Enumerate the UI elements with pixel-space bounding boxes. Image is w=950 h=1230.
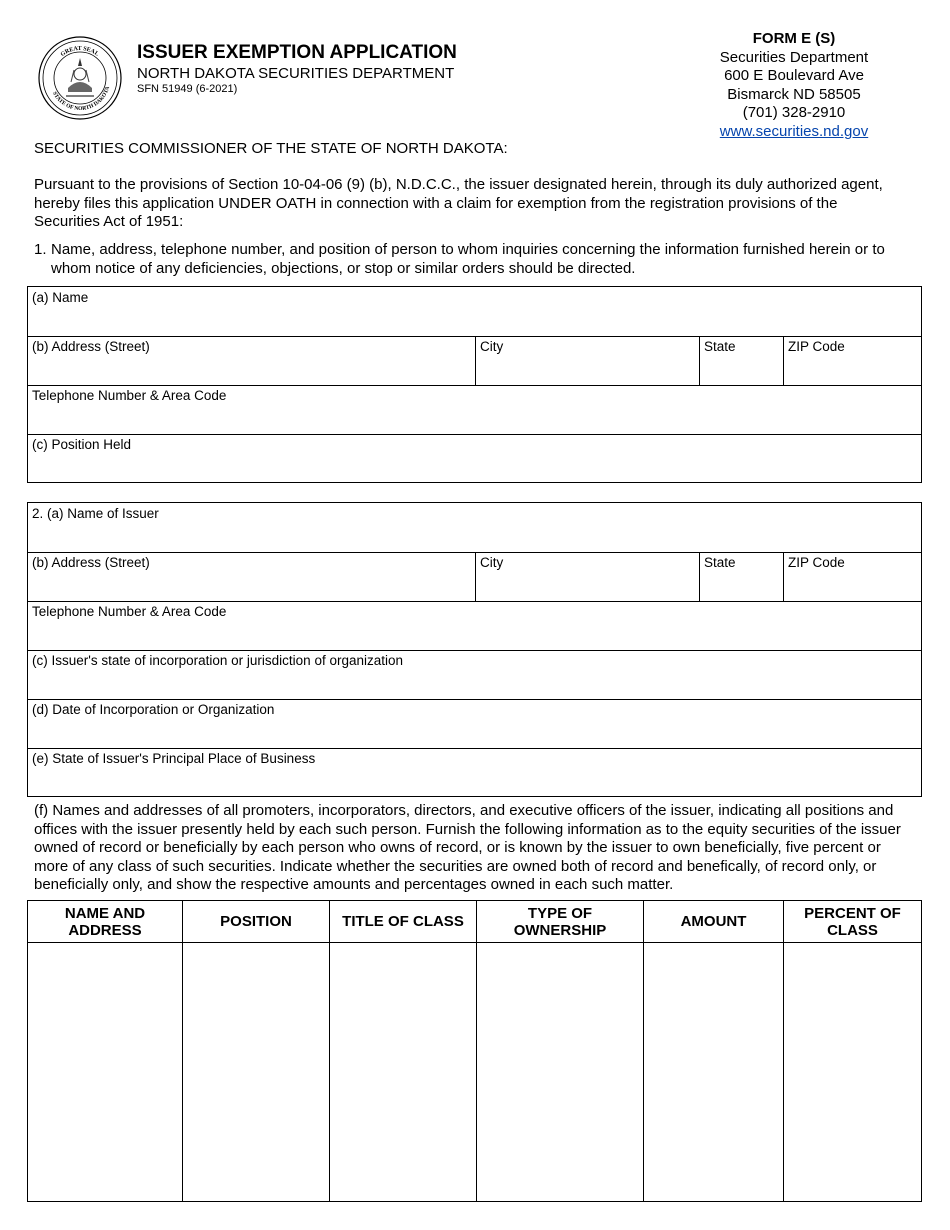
contact-city: Bismarck ND 58505: [727, 85, 861, 103]
commissioner-heading: SECURITIES COMMISSIONER OF THE STATE OF NORTH DAKOTA:: [34, 140, 508, 157]
svg-text:GREAT SEAL: GREAT SEAL: [59, 45, 100, 58]
address-row: [28, 336, 921, 386]
principal-place-label: (e) State of Issuer's Principal Place of Business: [32, 751, 316, 766]
header-amount: AMOUNT: [644, 901, 783, 943]
column-name-address[interactable]: [28, 901, 182, 1201]
city-field[interactable]: [475, 336, 699, 385]
issuer-phone-label: Telephone Number & Area Code: [32, 604, 227, 619]
column-type-of-ownership[interactable]: [476, 901, 643, 1201]
issuer-phone-field[interactable]: [28, 601, 921, 651]
item-1-text: Name, address, telephone number, and position of person to whom inquiries concerning the information furnished herein or to whom notice of any deficiencies, objections, or stop or similar orders should be directed.: [51, 241, 885, 277]
section-2-issuer-box: [27, 502, 922, 797]
issuer-address-field[interactable]: [28, 552, 475, 601]
address-label: (b) Address (Street): [32, 339, 150, 354]
state-label: State: [704, 339, 736, 354]
header-position: POSITION: [183, 901, 329, 943]
column-title-of-class[interactable]: [329, 901, 476, 1201]
form-number: SFN 51949 (6-2021): [137, 83, 238, 95]
zip-field[interactable]: [783, 336, 921, 385]
column-percent-of-class[interactable]: [783, 901, 921, 1201]
phone-label: Telephone Number & Area Code: [32, 388, 227, 403]
column-amount[interactable]: [643, 901, 783, 1201]
header-percent-of-class: PERCENT OF CLASS: [784, 901, 921, 943]
incorporation-date-field[interactable]: [28, 699, 921, 749]
zip-label: ZIP Code: [788, 339, 845, 354]
ownership-table: [27, 900, 922, 1202]
section-1-contact-box: [27, 286, 922, 483]
phone-field[interactable]: [28, 385, 921, 435]
form-title: ISSUER EXEMPTION APPLICATION: [137, 42, 457, 63]
item-1-number: 1.: [34, 241, 47, 258]
header-name-address: NAME AND ADDRESS: [28, 901, 182, 943]
state-seal-icon: [38, 36, 122, 120]
issuer-address-label: (b) Address (Street): [32, 555, 150, 570]
address-field[interactable]: [28, 336, 475, 385]
column-position[interactable]: [182, 901, 329, 1201]
header-type-of-ownership: TYPE OF OWNERSHIP: [477, 901, 643, 943]
svg-text:STATE OF NORTH DAKOTA: STATE OF NORTH DAKOTA: [51, 85, 112, 113]
issuer-state-label: State: [704, 555, 736, 570]
intro-paragraph: Pursuant to the provisions of Section 10-04-06 (9) (b), N.D.C.C., the issuer designated herein, through its duly authorized agent, hereby files this application UNDER OATH in connection with a claim for exemption from the registration provisions of the Securities Act of 1951:: [34, 176, 883, 230]
state-field[interactable]: [699, 336, 783, 385]
issuer-city-field[interactable]: [475, 552, 699, 601]
name-label: (a) Name: [32, 290, 89, 305]
issuer-state-field[interactable]: [699, 552, 783, 601]
position-held-field[interactable]: [28, 434, 921, 483]
contact-org: Securities Department: [719, 48, 869, 66]
name-field[interactable]: [28, 287, 921, 337]
issuer-city-label: City: [480, 555, 504, 570]
issuer-zip-label: ZIP Code: [788, 555, 845, 570]
city-label: City: [480, 339, 504, 354]
form-id: FORM E (S): [752, 30, 836, 47]
position-held-label: (c) Position Held: [32, 437, 132, 452]
incorporation-date-label: (d) Date of Incorporation or Organization: [32, 702, 275, 717]
contact-phone: (701) 328-2910: [742, 104, 846, 122]
website-link[interactable]: www.securities.nd.gov: [719, 122, 869, 140]
contact-street: 600 E Boulevard Ave: [724, 67, 864, 85]
department-name: NORTH DAKOTA SECURITIES DEPARTMENT: [137, 65, 455, 82]
contact-block: [680, 30, 908, 142]
incorporation-state-label: (c) Issuer's state of incorporation or jurisdiction of organization: [32, 653, 403, 668]
issuer-name-label: 2. (a) Name of Issuer: [32, 506, 159, 521]
issuer-name-field[interactable]: [28, 503, 921, 553]
issuer-address-row: [28, 552, 921, 602]
principal-place-field[interactable]: [28, 748, 921, 797]
section-f-instructions: (f) Names and addresses of all promoters, incorporators, directors, and executive officers of the issuer, indicating all positions and offices with the issuer presently held by each such person. Furnish the following information as to the equity securities of the issuer owned of record or beneficially by each person who owns of record, or is known by the issuer to own beneficially, five percent or more of any class of such securities. Indicate whether the securities are owned both of record and benefically, of record only, or beneficially only, and show the respective amounts and percentages owned in each such matter.: [34, 802, 901, 894]
issuer-zip-field[interactable]: [783, 552, 921, 601]
incorporation-state-field[interactable]: [28, 650, 921, 700]
header-title-of-class: TITLE OF CLASS: [330, 901, 476, 943]
